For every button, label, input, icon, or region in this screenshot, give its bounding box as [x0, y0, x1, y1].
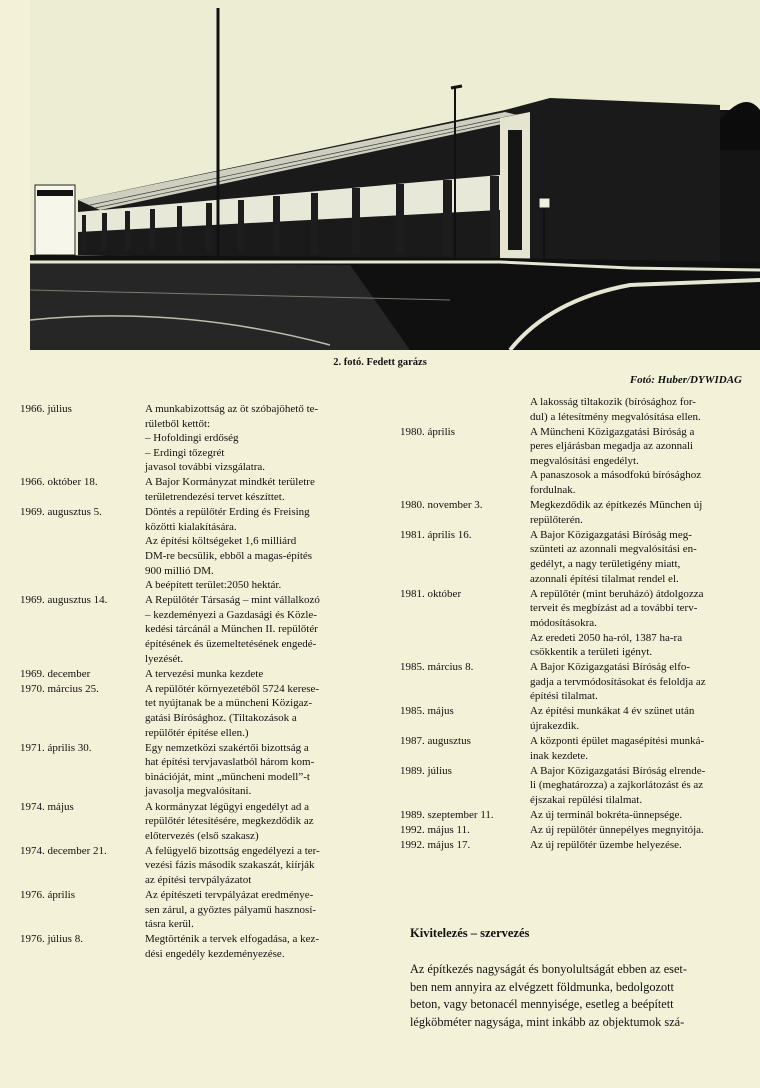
timeline-line: újrakezdik. [530, 720, 580, 733]
timeline-text [145, 505, 365, 593]
timeline-entry [20, 593, 365, 666]
timeline-line: Az építészeti tervpályázat eredménye- [145, 889, 314, 902]
timeline-line: binációját, mint „müncheni modell”-t [145, 770, 310, 783]
timeline-line: javasol további vizsgálatra. [145, 461, 266, 474]
timeline-line: Megkezdődik az építkezés München új [530, 499, 703, 512]
timeline-line: Az eredeti 2050 ha-ról, 1387 ha-ra [530, 631, 683, 644]
section-heading: Kivitelezés – szervezés [410, 926, 530, 940]
timeline-date: 1992. május 17. [400, 839, 471, 852]
timeline-entry [400, 808, 755, 823]
timeline-entry [400, 587, 755, 660]
timeline-date: 1969. augusztus 14. [20, 594, 108, 607]
timeline-entry [20, 402, 365, 475]
timeline-line: dési engedély kezdeményezése. [145, 947, 285, 960]
timeline-line: DM-re becsülik, ebből a magas-építés [145, 549, 313, 562]
timeline-line: kedési tárcánál a München II. repülőtér [145, 623, 318, 636]
timeline-line: szünteti az azonnali megvalósítási en- [530, 543, 697, 556]
timeline-line: lyezését. [145, 652, 184, 665]
timeline-line: Az új repülőtér üzembe helyezése. [530, 839, 682, 852]
photo-credit: Fotó: Huber/DYWIDAG [629, 374, 742, 386]
timeline-line: gedélyt, a nagy területigény miatt, [530, 558, 681, 571]
timeline-text [145, 402, 365, 475]
timeline-text [530, 808, 755, 823]
timeline-line: Az új repülőtér ünnepélyes megnyitója. [530, 824, 704, 837]
timeline-line: csökkentik a területi igényt. [530, 646, 653, 659]
timeline-text [145, 593, 365, 666]
timeline-line: Egy nemzetközi szakértői bizottság a [145, 741, 309, 754]
timeline-entry [400, 764, 755, 808]
timeline-entry [20, 741, 365, 799]
body-line: Az építkezés nagyságát és bonyolultságát ebben az eset- [410, 962, 687, 976]
timeline-line: Az építési munkákat 4 év szünet után [530, 705, 695, 718]
timeline-entry [20, 800, 365, 844]
timeline-line: módosításokra. [530, 616, 597, 629]
timeline-line: fordulnak. [530, 484, 576, 497]
timeline-date: 1974. december 21. [20, 844, 107, 857]
timeline-entry [400, 704, 755, 733]
timeline-date: 1976. április [20, 889, 75, 902]
timeline-line: gatási Bírósághoz. (Tiltakozások a [145, 711, 297, 724]
body-paragraph [410, 961, 756, 1031]
timeline-line: sen zárul, a győztes pályamű hasznosí- [145, 903, 317, 916]
timeline-date: 1989. július [400, 764, 452, 777]
timeline-line: Megtörténik a tervek elfogadása, a kez- [145, 933, 320, 946]
timeline-line: A felügyelő bizottság engedélyezi a ter- [145, 844, 320, 857]
timeline-line: A tervezési munka kezdete [145, 667, 264, 680]
timeline-text [530, 838, 755, 853]
timeline-line: terveit és megbízást ad a további terv- [530, 602, 698, 615]
timeline-text [145, 741, 365, 799]
timeline-line: – Erdingi tőzegrét [145, 446, 225, 459]
timeline-line: A Bajor Közigazgatási Bíróság meg- [530, 528, 692, 541]
timeline-line: – Hofoldingi erdőség [145, 432, 239, 445]
timeline-date: 1980. április [400, 425, 455, 438]
timeline-line: azonnali építési tilalmat rendel el. [530, 572, 679, 585]
timeline-entry [20, 475, 365, 504]
timeline-line: A központi épület magasépítési munká- [530, 735, 705, 748]
timeline-line: A Bajor Közigazgatási Bíróság elfo- [530, 661, 691, 674]
timeline-line: megvalósítási engedélyt. [530, 454, 639, 467]
timeline-entry [20, 667, 365, 682]
timeline-line: A repülőtér környezetéből 5724 kerese- [145, 682, 320, 695]
timeline-text [145, 682, 365, 740]
timeline-date: 1976. július 8. [20, 933, 83, 946]
timeline-line: éjszakai repülési tilalmat. [530, 794, 643, 807]
timeline-line: A Repülőtér Társaság – mint vállalkozó [145, 594, 320, 607]
timeline-line: tet nyújtanak be a müncheni Közigaz- [145, 697, 313, 710]
timeline-line: li (meghatározza) a zajkorlátozást és az [530, 779, 704, 792]
timeline-line: A Bajor Kormányzat mindkét területre [145, 476, 315, 489]
timeline-entry [400, 660, 755, 704]
body-line: ben nem annyira az elvégzett földmunka, bedolgozott [410, 979, 674, 994]
timeline-date: 1980. november 3. [400, 499, 483, 512]
timeline-entry [400, 734, 755, 763]
timeline-line: hat építési tervjavaslatból három kom- [145, 756, 315, 769]
timeline-entry [20, 682, 365, 740]
photo-caption: 2. fotó. Fedett garázs [333, 357, 427, 368]
timeline-entry [20, 844, 365, 888]
timeline-text [530, 395, 755, 424]
timeline-line: területrendezési tervet készíttet. [145, 491, 285, 504]
timeline-text [530, 528, 755, 586]
timeline-line: repülőterén. [530, 513, 583, 526]
timeline-text [530, 734, 755, 763]
timeline-date: 1985. március 8. [400, 661, 474, 674]
body-line: beton, vagy betonacél mennyisége, esetleg a beépített [410, 997, 674, 1011]
timeline-date: 1992. május 11. [400, 824, 470, 837]
timeline-text [145, 844, 365, 888]
timeline-entry [20, 888, 365, 932]
timeline-line: rületből kettőt: [145, 417, 211, 430]
garage-photo [30, 0, 760, 350]
timeline-entry [400, 528, 755, 586]
timeline-text [530, 587, 755, 660]
timeline-date: 1971. április 30. [20, 741, 92, 754]
timeline-line: 900 millió DM. [145, 564, 214, 577]
timeline-entry [20, 505, 365, 593]
timeline-line: Az új terminál bokréta-ünnepsége. [530, 809, 683, 822]
timeline-line: A repülőtér (mint beruházó) átdolgozza [530, 587, 704, 600]
timeline-line: Az építési költségeket 1,6 milliárd [145, 535, 297, 548]
timeline-left [20, 402, 365, 962]
timeline-line: A panaszosok a másodfokú bírósághoz [530, 469, 702, 482]
timeline-line: az építési tervpályázatot [145, 874, 252, 886]
timeline-line: dul) a létesítmény megvalósítása ellen. [530, 410, 701, 423]
timeline-text [530, 425, 755, 498]
timeline-date [400, 395, 530, 424]
timeline-text [145, 888, 365, 932]
timeline-right [400, 395, 755, 853]
timeline-line: A munkabizottság az öt szóbajöhető te- [145, 403, 319, 415]
timeline-date: 1981. április 16. [400, 528, 472, 541]
timeline-line: Döntés a repülőtér Erding és Freising [145, 506, 310, 519]
timeline-line: építésének és üzemeltetésének engedé- [145, 638, 317, 650]
timeline-line: A Müncheni Közigazgatási Bíróság a [530, 425, 695, 438]
timeline-line: közötti kialakítására. [145, 520, 237, 533]
timeline-date: 1989. szeptember 11. [400, 809, 494, 822]
timeline-date: 1987. augusztus [400, 735, 471, 748]
timeline-line: repülőtér építése ellen.) [145, 726, 249, 739]
timeline-line: – kezdeményezi a Gazdasági és Közle- [145, 608, 317, 621]
timeline-date: 1969. augusztus 5. [20, 506, 102, 519]
timeline-date: 1974. május [20, 800, 74, 813]
timeline-line: A beépített terület:2050 hektár. [145, 579, 282, 592]
timeline-text [145, 667, 365, 682]
timeline-text [530, 823, 755, 838]
timeline-date: 1966. július [20, 403, 72, 415]
timeline-text [145, 932, 365, 961]
body-line: légköbméter nagysága, mint inkább az objektumok szá- [410, 1014, 685, 1029]
timeline-line: A kormányzat légügyi engedélyt ad a [145, 800, 310, 813]
timeline-line: A lakosság tiltakozik (bírósághoz for- [530, 396, 696, 408]
timeline-entry [400, 425, 755, 498]
timeline-line: gadja a tervmódosításokat és feloldja az [530, 675, 706, 688]
timeline-line: előtervezés (első szakasz) [145, 829, 259, 842]
timeline-line: javasolja megvalósítani. [145, 785, 252, 798]
timeline-text [530, 498, 755, 527]
timeline-line: repülőtér létesítésére, megkezdődik az [145, 815, 314, 828]
timeline-text [530, 764, 755, 808]
timeline-text [145, 475, 365, 504]
timeline-entry [400, 395, 755, 424]
timeline-text [530, 704, 755, 733]
timeline-line: tásra kerül. [145, 918, 194, 931]
timeline-text [145, 800, 365, 844]
timeline-date: 1970. március 25. [20, 682, 99, 695]
timeline-text [530, 660, 755, 704]
timeline-line: vezési fázis második szakaszát, kiírják [145, 859, 315, 872]
timeline-line: inak kezdete. [530, 749, 589, 762]
timeline-entry [400, 838, 755, 853]
timeline-entry [400, 498, 755, 527]
timeline-line: A Bajor Közigazgatási Bíróság elrende- [530, 764, 706, 777]
timeline-date: 1966. október 18. [20, 476, 98, 489]
timeline-date: 1981. október [400, 587, 462, 600]
timeline-line: peres eljárásban megadja az azonnali [530, 440, 694, 453]
timeline-entry [20, 932, 365, 961]
timeline-entry [400, 823, 755, 838]
timeline-line: építési tilalmat. [530, 690, 598, 703]
timeline-date: 1969. december [20, 667, 91, 680]
timeline-date: 1985. május [400, 705, 454, 718]
